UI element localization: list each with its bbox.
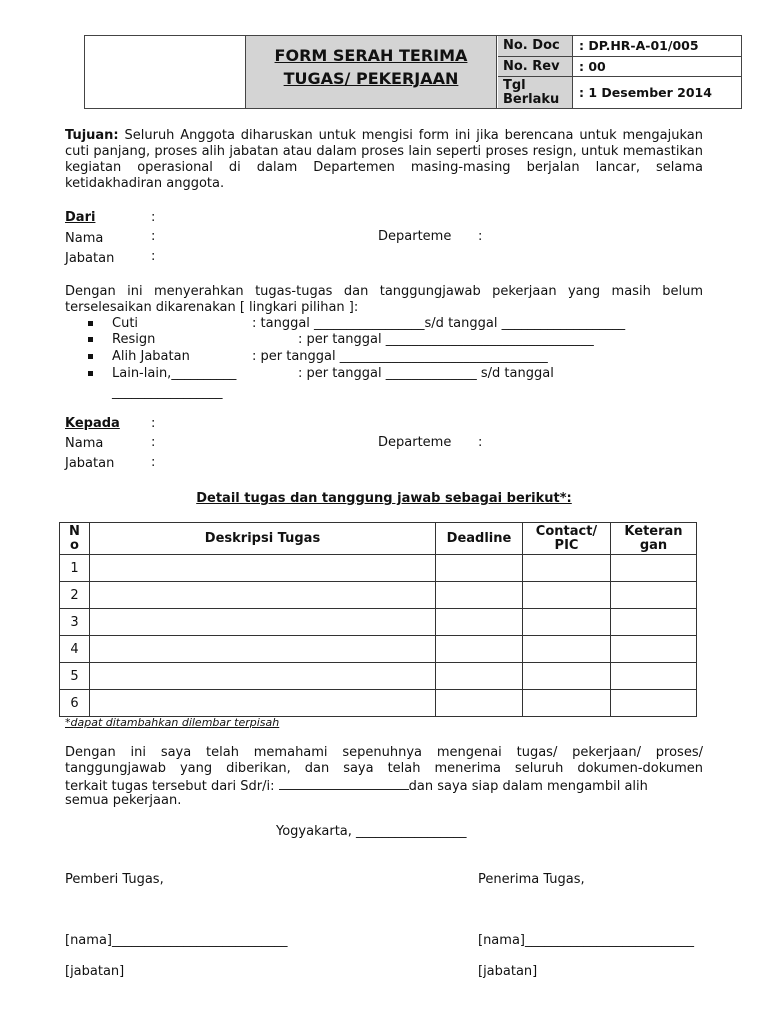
form-title xyxy=(246,36,497,108)
document-header xyxy=(84,35,742,109)
table-row xyxy=(60,690,697,717)
row-number: 4 xyxy=(60,636,90,663)
remarks-cell[interactable] xyxy=(611,690,697,717)
header-remarks-line1: Keteran xyxy=(624,523,683,539)
from-name-label: Nama xyxy=(65,231,104,246)
header-contact-line1: Contact/ xyxy=(535,523,598,539)
place-date: Yogyakarta, _________________ xyxy=(276,824,467,839)
deadline-cell[interactable] xyxy=(436,636,523,663)
deadline-cell[interactable] xyxy=(436,663,523,690)
contact-cell[interactable] xyxy=(523,690,611,717)
table-row xyxy=(60,636,697,663)
option-other-detail: : per tanggal ______________ s/d tanggal xyxy=(298,366,554,381)
row-number: 5 xyxy=(60,663,90,690)
bullet-icon xyxy=(88,371,93,376)
closing-line-2: tanggungjawab yang diberikan, dan saya telah menerima seluruh dokumen-dokumen xyxy=(65,761,703,776)
contact-cell[interactable] xyxy=(523,555,611,582)
from-department-colon: : xyxy=(478,229,483,244)
to-department-label: Departeme xyxy=(378,435,452,450)
bullet-icon xyxy=(88,354,93,359)
bullet-icon xyxy=(88,337,93,342)
closing-line-3b: dan saya siap dalam mengambil alih xyxy=(408,779,648,794)
remarks-cell[interactable] xyxy=(611,663,697,690)
row-number: 2 xyxy=(60,582,90,609)
table-row xyxy=(60,555,697,582)
option-other-continuation: _________________ xyxy=(112,385,223,400)
row-number: 1 xyxy=(60,555,90,582)
task-description-cell[interactable] xyxy=(90,609,436,636)
remarks-cell[interactable] xyxy=(611,555,697,582)
to-position-label: Jabatan xyxy=(65,456,115,471)
table-row xyxy=(60,582,697,609)
row-number: 3 xyxy=(60,609,90,636)
from-position-label: Jabatan xyxy=(65,251,115,266)
table-row xyxy=(60,609,697,636)
header-no-line2: o xyxy=(70,537,79,553)
rev-no-label: No. Rev xyxy=(498,57,573,76)
row-number: 6 xyxy=(60,690,90,717)
contact-cell[interactable] xyxy=(523,582,611,609)
header-no-line1: N xyxy=(69,523,80,539)
from-department-label: Departeme xyxy=(378,229,452,244)
from-heading: Dari xyxy=(65,210,96,225)
contact-cell[interactable] xyxy=(523,609,611,636)
option-resign-detail: : per tanggal ________________________________ xyxy=(298,332,594,347)
purpose-text: Seluruh Anggota diharuskan untuk mengisi form ini jika berencana untuk mengajukan cuti panjang, proses alih jabatan atau dalam proses lain seperti proses resign, untuk memastikan kegiatan operasional di dalam Departemen masing-masing berjalan lancar, selama ketidakhadiran anggota. xyxy=(65,128,703,191)
purpose-label: Tujuan: xyxy=(65,128,119,143)
deadline-cell[interactable] xyxy=(436,582,523,609)
header-deadline: Deadline xyxy=(436,523,523,555)
form-title-line1: FORM SERAH TERIMA xyxy=(274,46,468,65)
handover-intro: Dengan ini menyerahkan tugas-tugas dan tanggungjawab pekerjaan yang masih belum terselesaikan dikarenakan [ lingkari pilihan ]: xyxy=(65,284,703,315)
giver-name-line: [nama]___________________________ xyxy=(65,933,288,948)
task-description-cell[interactable] xyxy=(90,582,436,609)
option-other-label: Lain-lain,__________ xyxy=(112,366,237,381)
from-colon: : xyxy=(151,210,156,225)
header-remarks-line2: gan xyxy=(639,537,668,553)
task-description-cell[interactable] xyxy=(90,663,436,690)
table-header-row xyxy=(60,523,697,555)
header-contact-line2: PIC xyxy=(554,537,579,553)
doc-no-value: : DP.HR-A-01/005 xyxy=(579,38,699,53)
remarks-cell[interactable] xyxy=(611,636,697,663)
option-resign-label: Resign xyxy=(112,332,156,347)
contact-cell[interactable] xyxy=(523,663,611,690)
task-description-cell[interactable] xyxy=(90,690,436,717)
receiver-position: [jabatan] xyxy=(478,964,538,979)
doc-no-label: No. Doc xyxy=(498,36,573,56)
giver-title: Pemberi Tugas, xyxy=(65,872,164,887)
header-no xyxy=(60,523,90,555)
deadline-cell[interactable] xyxy=(436,690,523,717)
name-blank[interactable] xyxy=(279,777,409,790)
form-title-line2: TUGAS/ PEKERJAAN xyxy=(283,69,459,88)
task-description-cell[interactable] xyxy=(90,636,436,663)
effective-date-label: Tgl Berlaku xyxy=(498,77,573,108)
deadline-cell[interactable] xyxy=(436,609,523,636)
to-name-label: Nama xyxy=(65,436,104,451)
giver-position: [jabatan] xyxy=(65,964,125,979)
remarks-cell[interactable] xyxy=(611,609,697,636)
to-position-colon: : xyxy=(151,455,156,470)
task-detail-title: Detail tugas dan tanggung jawab sebagai berikut*: xyxy=(196,491,572,506)
from-name-colon: : xyxy=(151,229,156,244)
receiver-title: Penerima Tugas, xyxy=(478,872,585,887)
remarks-cell[interactable] xyxy=(611,582,697,609)
to-name-colon: : xyxy=(151,435,156,450)
deadline-cell[interactable] xyxy=(436,555,523,582)
option-transfer-label: Alih Jabatan xyxy=(112,349,190,364)
purpose-paragraph xyxy=(65,128,703,192)
closing-line-1: Dengan ini saya telah memahami sepenuhnya mengenai tugas/ pekerjaan/ proses/ xyxy=(65,745,703,760)
header-contact xyxy=(523,523,611,555)
table-note: *dapat ditambahkan dilembar terpisah xyxy=(65,716,280,729)
rev-no-value: : 00 xyxy=(579,59,606,74)
header-remarks xyxy=(611,523,697,555)
effective-date-value: : 1 Desember 2014 xyxy=(579,85,712,100)
to-heading: Kepada xyxy=(65,416,120,431)
from-position-colon: : xyxy=(151,249,156,264)
contact-cell[interactable] xyxy=(523,636,611,663)
to-colon: : xyxy=(151,416,156,431)
bullet-icon xyxy=(88,321,93,326)
logo-placeholder xyxy=(85,36,246,108)
to-department-colon: : xyxy=(478,435,483,450)
option-leave-detail: : tanggal _________________s/d tanggal ___________________ xyxy=(252,316,626,331)
receiver-name-line: [nama]__________________________ xyxy=(478,933,694,948)
task-description-cell[interactable] xyxy=(90,555,436,582)
task-table xyxy=(59,522,697,717)
closing-line-3a: terkait tugas tersebut dari Sdr/i: xyxy=(65,779,275,794)
table-row xyxy=(60,663,697,690)
option-transfer-detail: : per tanggal ________________________________ xyxy=(252,349,548,364)
option-leave-label: Cuti xyxy=(112,316,139,331)
header-description: Deskripsi Tugas xyxy=(90,523,436,555)
closing-line-4: semua pekerjaan. xyxy=(65,793,182,808)
